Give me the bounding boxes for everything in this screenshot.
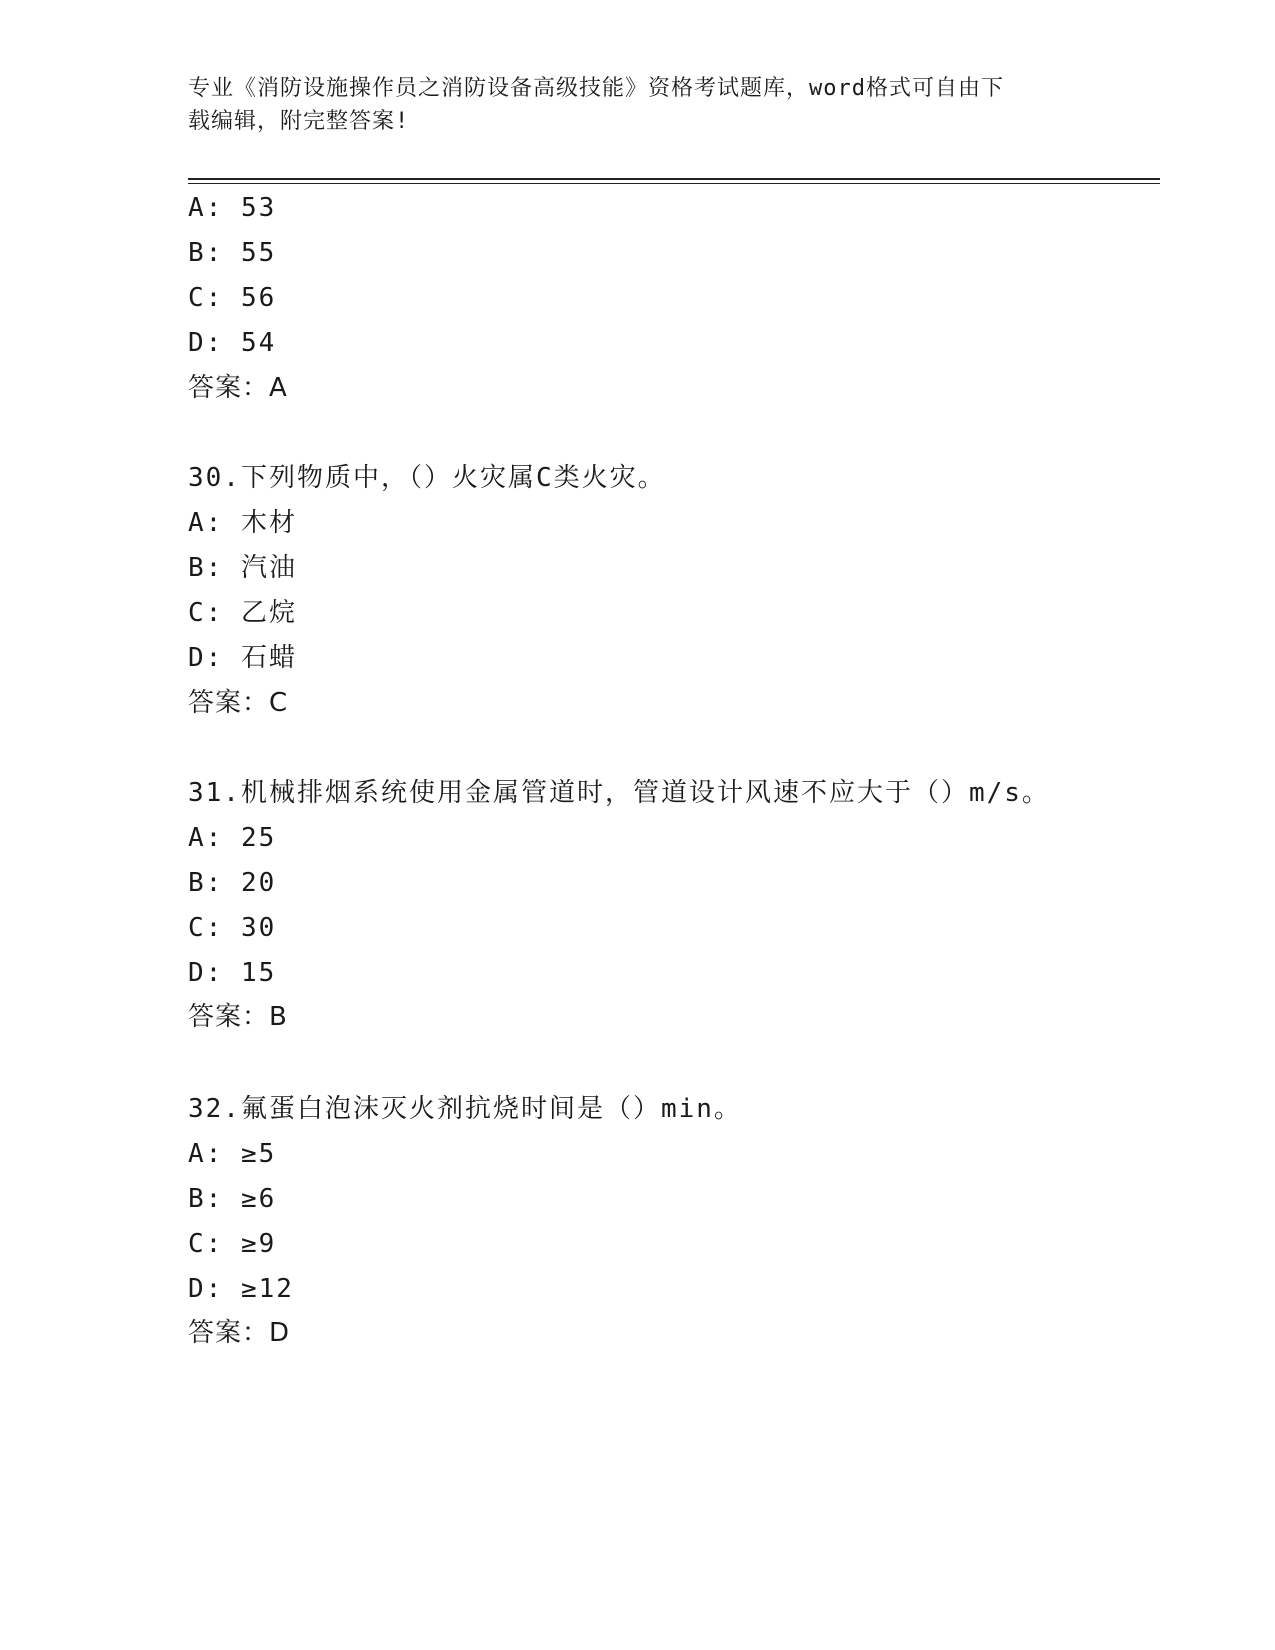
q32-option-a: A: ≥5 <box>188 1139 277 1169</box>
q31-option-a: A: 25 <box>188 823 277 853</box>
header-divider-thick <box>188 178 1160 180</box>
q32-answer: 答案：D <box>188 1318 291 1348</box>
q31-question: 31.机械排烟系统使用金属管道时，管道设计风速不应大于（）m/s。 <box>188 778 1050 808</box>
q30-question: 30.下列物质中，（）火灾属C类火灾。 <box>188 463 666 493</box>
q30-option-c: C: 乙烷 <box>188 598 297 628</box>
q29-option-d: D: 54 <box>188 328 277 358</box>
q31-answer: 答案：B <box>188 1002 288 1032</box>
q30-option-d: D: 石蜡 <box>188 643 297 673</box>
header-title-line-1: 专业《消防设施操作员之消防设备高级技能》资格考试题库，word格式可自由下 <box>188 76 1004 101</box>
q31-option-c: C: 30 <box>188 913 277 943</box>
q29-option-b: B: 55 <box>188 238 277 268</box>
q29-option-c: C: 56 <box>188 283 277 313</box>
q32-option-c: C: ≥9 <box>188 1229 277 1259</box>
q31-option-b: B: 20 <box>188 868 277 898</box>
q29-answer: 答案：A <box>188 373 288 403</box>
q31-option-d: D: 15 <box>188 958 277 988</box>
q30-option-b: B: 汽油 <box>188 553 297 583</box>
q30-answer: 答案：C <box>188 688 289 718</box>
header-divider-thin <box>188 183 1160 184</box>
q32-option-d: D: ≥12 <box>188 1274 294 1304</box>
document-header <box>188 72 1088 138</box>
q30-option-a: A: 木材 <box>188 508 297 538</box>
q32-question: 32.氟蛋白泡沫灭火剂抗烧时间是（）min。 <box>188 1094 742 1124</box>
q29-option-a: A: 53 <box>188 193 277 223</box>
q32-option-b: B: ≥6 <box>188 1184 277 1214</box>
header-title-line-2: 载编辑，附完整答案! <box>188 109 410 134</box>
